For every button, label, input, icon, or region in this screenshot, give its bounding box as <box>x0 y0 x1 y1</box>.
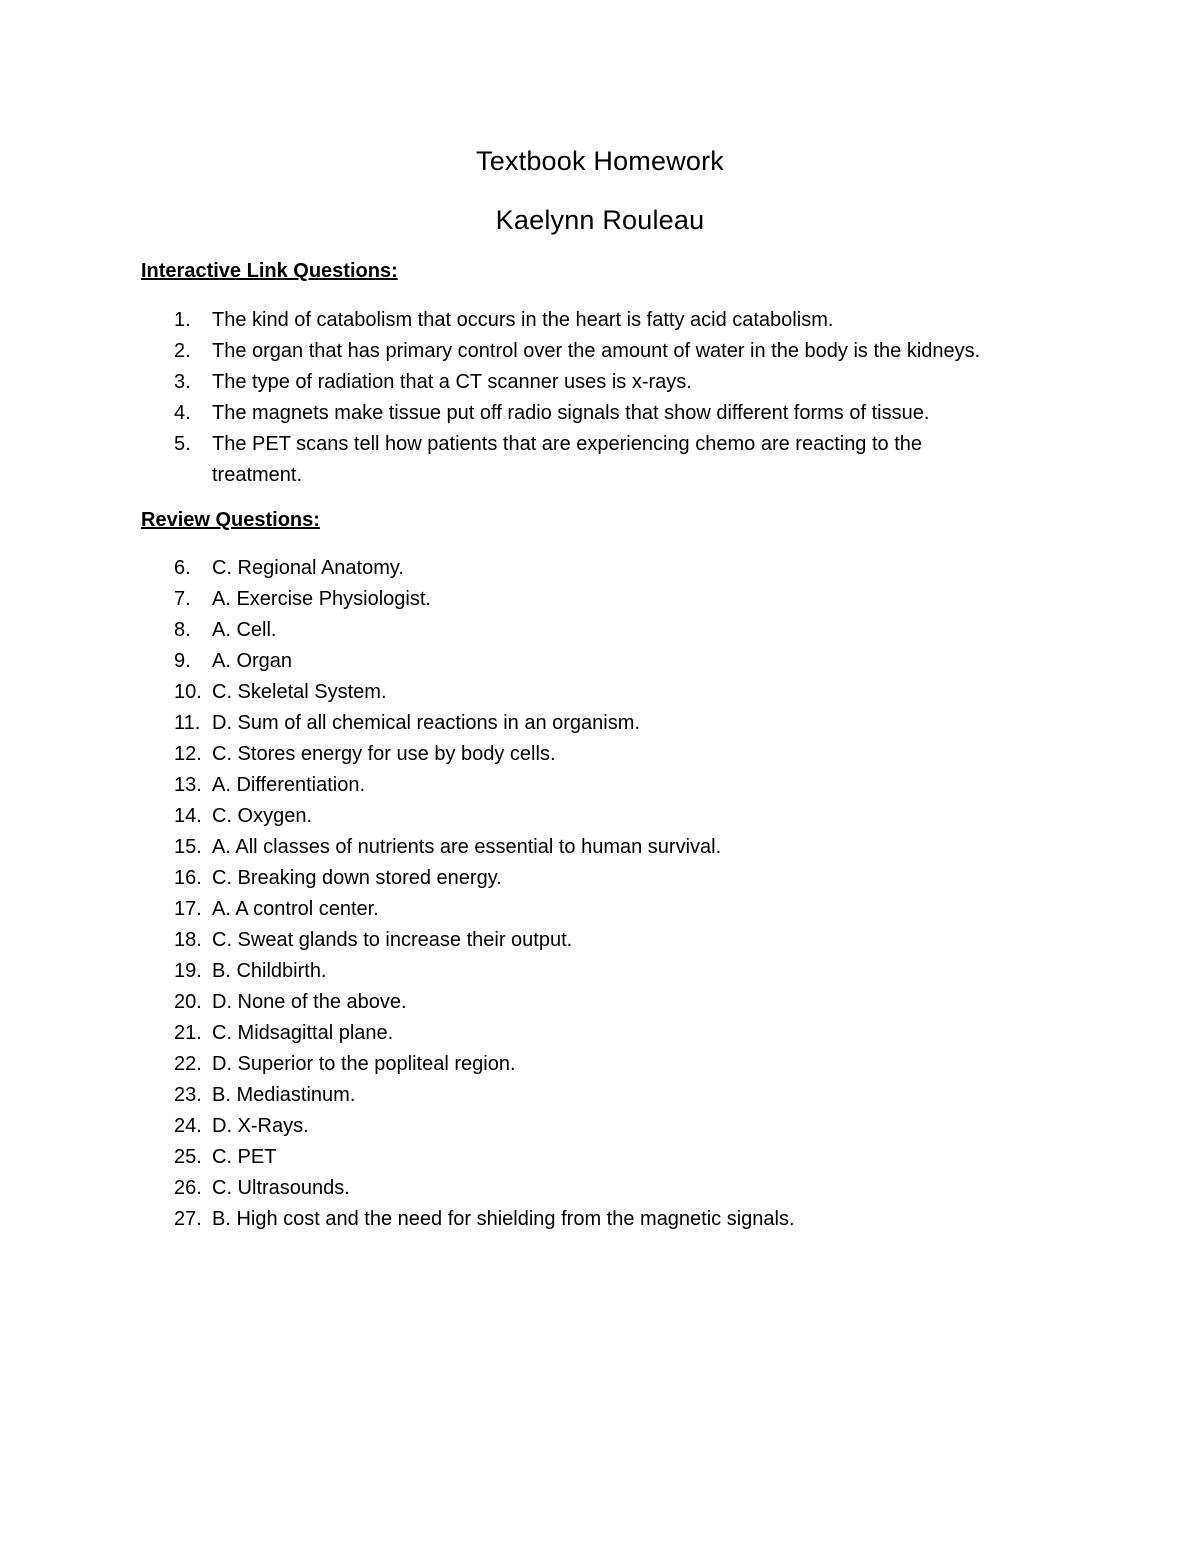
item-number: 7. <box>174 588 191 610</box>
list-item <box>0 429 1200 491</box>
item-text: A. All classes of nutrients are essential to human survival. <box>212 836 722 858</box>
item-text: C. Regional Anatomy. <box>212 557 404 579</box>
item-number: 8. <box>174 619 191 641</box>
interactive-link-heading: Interactive Link Questions: <box>141 260 398 282</box>
item-text: A. Exercise Physiologist. <box>212 588 431 610</box>
item-text: C. Stores energy for use by body cells. <box>212 743 556 765</box>
item-text: A. A control center. <box>212 898 379 920</box>
item-text: D. None of the above. <box>212 991 407 1013</box>
item-number: 13. <box>174 774 202 796</box>
item-number: 16. <box>174 867 202 889</box>
item-text: C. Breaking down stored energy. <box>212 867 502 889</box>
item-number: 9. <box>174 650 191 672</box>
item-number: 26. <box>174 1177 202 1199</box>
item-text: B. High cost and the need for shielding from the magnetic signals. <box>212 1208 795 1230</box>
item-number: 18. <box>174 929 202 951</box>
item-text: A. Organ <box>212 650 293 672</box>
list-item <box>0 832 1200 863</box>
item-number: 2. <box>174 340 191 362</box>
item-text: C. Ultrasounds. <box>212 1177 350 1199</box>
item-number: 20. <box>174 991 202 1013</box>
item-number: 11. <box>174 712 201 734</box>
item-number: 25. <box>174 1146 202 1168</box>
item-number: 23. <box>174 1084 202 1106</box>
item-text: B. Childbirth. <box>212 960 327 982</box>
item-number: 27. <box>174 1208 202 1230</box>
list-item <box>0 584 1200 615</box>
list-item <box>0 305 1200 336</box>
item-text: D. X-Rays. <box>212 1115 309 1137</box>
item-number: 3. <box>174 371 191 393</box>
item-number: 15. <box>174 836 202 858</box>
list-item <box>0 770 1200 801</box>
list-item <box>0 1049 1200 1080</box>
list-item <box>0 553 1200 584</box>
item-text: The type of radiation that a CT scanner uses is x-rays. <box>212 371 692 393</box>
item-number: 4. <box>174 402 191 424</box>
list-item <box>0 708 1200 739</box>
item-text: B. Mediastinum. <box>212 1084 356 1106</box>
document-title: Textbook Homework <box>476 146 724 176</box>
interactive-link-list <box>0 305 1200 491</box>
list-item <box>0 646 1200 677</box>
item-text: C. Skeletal System. <box>212 681 387 703</box>
list-item <box>0 801 1200 832</box>
item-number: 10. <box>174 681 202 703</box>
item-number: 6. <box>174 557 191 579</box>
author-name: Kaelynn Rouleau <box>495 205 705 235</box>
item-text: C. Midsagittal plane. <box>212 1022 394 1044</box>
list-item <box>0 739 1200 770</box>
item-text: C. Sweat glands to increase their output. <box>212 929 573 951</box>
item-text: C. Oxygen. <box>212 805 313 827</box>
list-item <box>0 863 1200 894</box>
list-item <box>0 1111 1200 1142</box>
item-number: 19. <box>174 960 202 982</box>
list-item <box>0 987 1200 1018</box>
item-text: The organ that has primary control over the amount of water in the body is the kidneys. <box>212 340 981 362</box>
list-item <box>0 1173 1200 1204</box>
list-item <box>0 336 1200 367</box>
list-item <box>0 615 1200 646</box>
item-text: D. Superior to the popliteal region. <box>212 1053 516 1075</box>
list-item <box>0 1204 1200 1235</box>
item-text: A. Differentiation. <box>212 774 366 796</box>
item-text: D. Sum of all chemical reactions in an organism. <box>212 712 640 734</box>
item-number: 1. <box>174 309 191 331</box>
list-item <box>0 677 1200 708</box>
item-text: The PET scans tell how patients that are experiencing chemo are reacting to the treatment. <box>212 433 923 486</box>
item-text: The magnets make tissue put off radio signals that show different forms of tissue. <box>212 402 930 424</box>
item-number: 17. <box>174 898 202 920</box>
item-text: C. PET <box>212 1146 277 1168</box>
item-number: 14. <box>174 805 202 827</box>
item-text: A. Cell. <box>212 619 277 641</box>
item-number: 5. <box>174 433 191 455</box>
list-item <box>0 398 1200 429</box>
list-item <box>0 1018 1200 1049</box>
review-questions-list <box>0 553 1200 1235</box>
list-item <box>0 367 1200 398</box>
list-item <box>0 1080 1200 1111</box>
list-item <box>0 925 1200 956</box>
list-item <box>0 894 1200 925</box>
item-number: 21. <box>174 1022 202 1044</box>
item-number: 24. <box>174 1115 202 1137</box>
item-number: 12. <box>174 743 202 765</box>
review-questions-heading: Review Questions: <box>141 509 320 531</box>
item-text: The kind of catabolism that occurs in the heart is fatty acid catabolism. <box>212 309 834 331</box>
list-item <box>0 956 1200 987</box>
item-number: 22. <box>174 1053 202 1075</box>
list-item <box>0 1142 1200 1173</box>
